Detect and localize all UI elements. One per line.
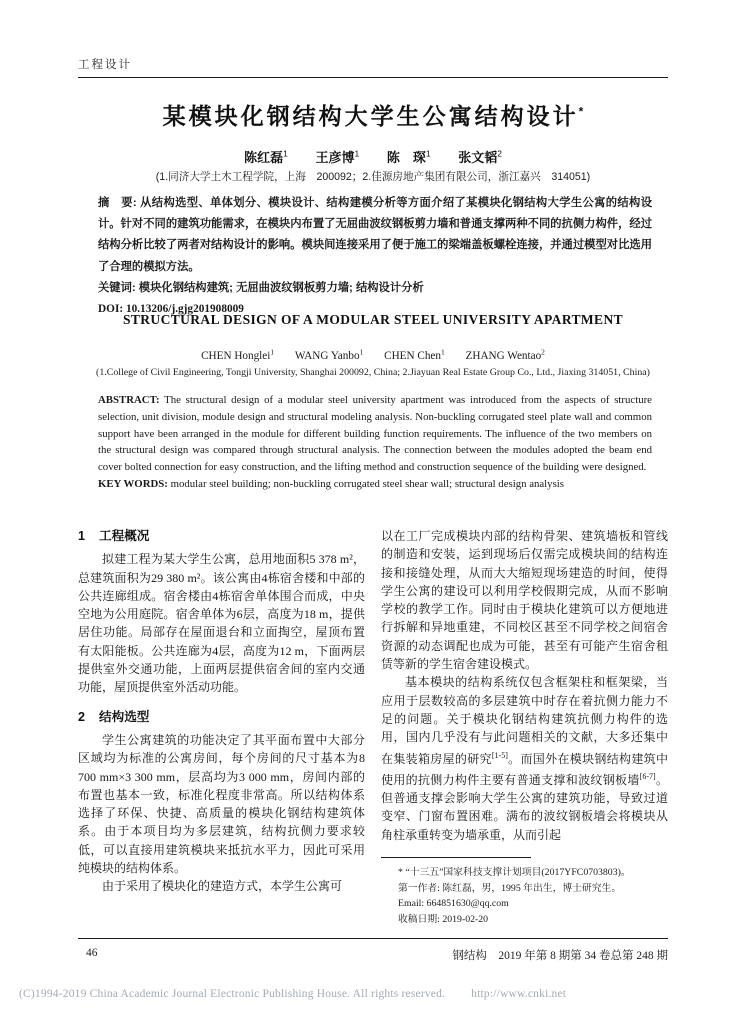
footnote-rule	[381, 857, 531, 858]
title-footnote-marker: *	[578, 104, 584, 119]
doi-label: DOI:	[98, 303, 124, 316]
abstract-en-text: The structural design of a modular steel university apartment was introduced from the aspects of structure selection, unit division, module design and structural modeling analysis. Non-buckling corrugated steel plate wall and common support have been arranged in the module for different building function requirements. The influence of the two members on the structural design was compared through structural analysis. The connection between the modules adopted the beam end cover bolted connection for easy construction, and the lifting method and construction sequence of the building were designed.	[98, 394, 652, 474]
author-en: CHEN Honglei$^1$	[201, 347, 275, 362]
abstract-en-block	[98, 392, 652, 493]
journal-issue-info: 钢结构 2019 年第 8 期第 34 卷总第 248 期	[452, 950, 668, 962]
keywords-cn	[98, 278, 652, 299]
doi-value: 10.13206/j.gjg201908009	[125, 303, 244, 316]
authors-cn	[78, 147, 668, 166]
column-header: 工程设计	[78, 59, 132, 71]
abstract-en	[98, 392, 652, 476]
footer-rule	[78, 938, 668, 939]
author-en: CHEN Chen$^1$	[384, 347, 445, 362]
author-en: ZHANG Wentao$^2$	[465, 347, 545, 362]
footnote-block	[381, 865, 668, 927]
keywords-cn-text: 模块化钢结构建筑; 无屈曲波纹钢板剪力墙; 结构设计分析	[138, 281, 424, 294]
paper-title-en: STRUCTURAL DESIGN OF A MODULAR STEEL UNIVERSITY APARTMENT	[122, 312, 624, 327]
footnote-email: Email: 664851630@qq.com	[398, 898, 509, 910]
paper-title-cn-text: 某模块化钢结构大学生公寓结构设计	[162, 103, 579, 129]
citation-ref-2: [6-7]	[639, 771, 656, 781]
abstract-en-label: ABSTRACT:	[98, 394, 160, 406]
header-rule	[78, 77, 668, 78]
affiliation-cn: (1.同济大学土木工程学院，上海 200092；2.佳源房地产集团有限公司，浙江嘉兴 314051)	[155, 171, 591, 183]
footnote-fund: * “十三五”国家科技支撑计划项目(2017YFC0703803)。	[398, 867, 631, 879]
keywords-en	[98, 476, 652, 493]
section-1-paragraph: 拟建工程为某大学生公寓，总用地面积5 378 m²，总建筑面积为29 380 m²。该公寓由4栋宿舍楼和中部的公共连廊组成。宿舍楼由4栋宿舍单体围合而成，中央空地为公用庭院。宿舍单体为6层，高度为18 m，提供居住功能。局部存在屋面退台和立面掏空，屋顶布置有太阳能板。公共连廊为4层，高度为12 m，下面两层提供室外交通功能，上面两层提供宿舍间的室内交通功能，屋顶提供室外活动功能。	[78, 552, 365, 695]
footnote-first-author: 第一作者: 陈红磊，男，1995 年出生，博士研究生。	[398, 882, 622, 894]
keywords-en-text: modular steel building; non-buckling corrugated steel shear wall; structural design analysis	[170, 477, 564, 490]
author-en: WANG Yanbo$^1$	[294, 347, 364, 362]
footnote-received-date: 收稿日期: 2019-02-20	[398, 913, 489, 925]
copyright-line	[19, 988, 739, 1000]
body-columns	[78, 527, 668, 927]
abstract-cn-block	[98, 193, 652, 320]
right-paragraph-1: 以在工厂完成模块内部的结构骨架、建筑墙板和管线的制造和安装，运到现场后仅需完成模块间的结构连接和接缝处理，从而大大缩短现场建造的时间，使得学生公寓的建设可以利用学校假期完成，从而不影响学校的教学工作。同时由于模块化建筑可以方便地进行拆解和异地重建，不同校区甚至不同学校之间宿舍资源的动态调配也成为可能，甚至有可能产生宿舍租赁等新的学生宿舍建设模式。	[381, 529, 668, 672]
section-2-paragraph-1: 学生公寓建筑的功能决定了其平面布置中大部分区域均为标准的公寓房间，每个房间的尺寸基本为8 700 mm×3 300 mm，层高均为3 000 mm，房间内部的布置也基本一致，标准化程度非常高。所以结构体系选择了环保、快捷、高质量的模块化钢结构建筑体系。由于本项目均为多层建筑，结构抗侧力要求较低，可以直接用建筑模块来抵抗水平力，因此可采用纯模块的结构体系。	[78, 732, 365, 876]
copyright-text: (C)1994-2019 China Academic Journal Electronic Publishing House. All rights reserved.	[19, 988, 446, 1000]
cnki-url: http://www.cnki.net	[471, 988, 567, 1000]
paper-title-cn	[78, 98, 668, 131]
author-cn: 王彦博$^1$	[315, 148, 360, 165]
author-cn: 陈红磊$^1$	[244, 148, 288, 165]
right-column	[381, 527, 668, 927]
right-paragraph-2: 基本模块的结构系统仅包含框架柱和框架梁，当应用于层数较高的多层建筑中时存在着抗侧力能力不足的问题。关于模块化钢结构建筑抗侧力构件的选用，国内几乎没有与此问题相关的文献，大多还集中在集装箱房屋的研究[1-5]。而国外在模块钢结构建筑中使用的抗侧力构件主要有普通支撑和波纹钢板墙[6-7]。但普通支撑会影响大学生公寓的建筑功能，导致过道变窄、门窗布置困难。满布的波纹钢板墙会将模块从角柱承重转变为墙承重，从而引起	[381, 675, 668, 842]
author-cn: 陈 琛$^1$	[386, 148, 431, 165]
abstract-cn	[98, 193, 652, 278]
keywords-cn-label: 关键词:	[98, 281, 136, 294]
abstract-cn-text: 从结构选型、单体划分、模块设计、结构建模分析等方面介绍了某模块化钢结构大学生公寓的结构设计。针对不同的建筑功能需求，在模块内布置了无屈曲波纹钢板剪力墙和普通支撑两种不同的抗侧力构件，经过结构分析比较了两者对结构设计的影响。模块间连接采用了便于施工的梁端盖板螺栓连接，并通过模型对比选用了合理的模拟方法。	[98, 197, 652, 273]
keywords-en-label: KEY WORDS:	[98, 477, 168, 490]
authors-en	[78, 347, 668, 362]
citation-ref-1: [1-5]	[491, 750, 508, 760]
left-column	[78, 527, 365, 927]
section-1-heading: 1 工程概况	[78, 529, 150, 543]
section-2-heading: 2 结构选型	[78, 709, 150, 724]
affiliation-en: (1.College of Civil Engineering, Tongji University, Shanghai 200092, China; 2.Jiayuan Real Estate Group Co., Ltd., Jiaxing 314051, China)	[96, 367, 650, 378]
page-number: 46	[86, 947, 98, 959]
author-cn: 张文韬$^2$	[458, 148, 502, 165]
abstract-cn-label: 摘 要:	[98, 197, 137, 209]
section-2-paragraph-2: 由于采用了模块化的建造方式，本学生公寓可	[102, 879, 343, 894]
